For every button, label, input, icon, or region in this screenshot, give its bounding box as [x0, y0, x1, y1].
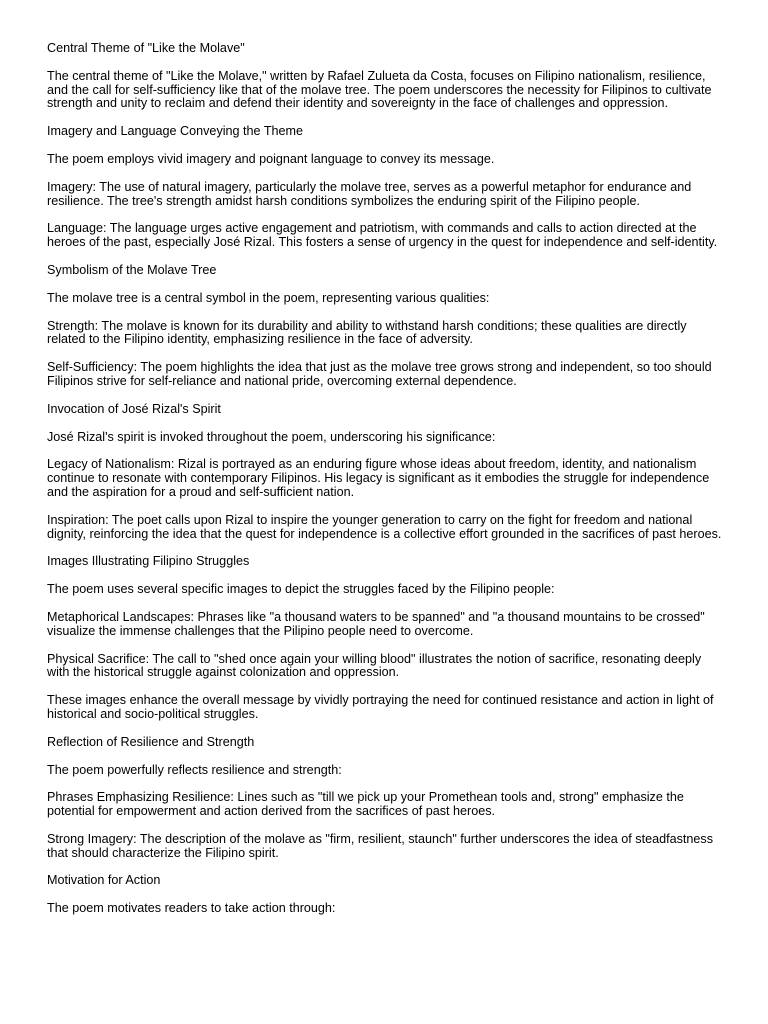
paragraph-language: Language: The language urges active engagement and patriotism, with commands and calls to action directed at the heroes of the past, especially José Rizal. This fosters a sense of urgency in the quest for independence and self-identity. [47, 221, 718, 250]
document-page [47, 42, 727, 930]
paragraph-inspiration: Inspiration: The poet calls upon Rizal to inspire the younger generation to carry on the fight for freedom and national dignity, reinforcing the idea that the quest for independence is a collective effort grounded in the sacrifices of past heroes. [47, 512, 722, 541]
heading-central-theme: Central Theme of "Like the Molave" [47, 41, 245, 55]
heading-motivation: Motivation for Action [47, 873, 161, 888]
paragraph-symbolism-intro: The molave tree is a central symbol in the poem, representing various qualities: [47, 290, 490, 305]
paragraph-rizal-intro: José Rizal's spirit is invoked throughout the poem, underscoring his significance: [47, 429, 496, 444]
paragraph-legacy: Legacy of Nationalism: Rizal is portrayed as an enduring figure whose ideas about freedom, identity, and nationalism continue to resonate with contemporary Filipinos. His legacy is significant as it embodies the struggle for independence and the aspiration for a proud and self-sufficient nation. [47, 457, 710, 499]
paragraph-motivation-intro: The poem motivates readers to take action through: [47, 901, 336, 916]
paragraph-imagery-intro: The poem employs vivid imagery and poignant language to convey its message. [47, 151, 495, 166]
heading-symbolism: Symbolism of the Molave Tree [47, 262, 217, 277]
heading-imagery-language: Imagery and Language Conveying the Theme [47, 124, 304, 139]
paragraph-sacrifice: Physical Sacrifice: The call to "shed once again your willing blood" illustrates the notion of sacrifice, resonating deeply with the historical struggle against colonization and oppression. [47, 651, 702, 680]
paragraph-resilience-intro: The poem powerfully reflects resilience and strength: [47, 762, 342, 777]
paragraph-central-theme: The central theme of "Like the Molave," written by Rafael Zulueta da Costa, focuses on Filipino nationalism, resilience, and the call for self-sufficiency like that of the molave tree. The poem underscores the necessity for Filipinos to cultivate strength and unity to reclaim and defend their identity and sovereignty in the face of challenges and oppression. [47, 68, 712, 111]
paragraph-landscapes: Metaphorical Landscapes: Phrases like "a thousand waters to be spanned" and "a thousand mountains to be crossed" visualize the immense challenges that the Pilipino people need to overcome. [47, 609, 705, 638]
heading-resilience: Reflection of Resilience and Strength [47, 734, 255, 749]
paragraph-strong-imagery: Strong Imagery: The description of the molave as "firm, resilient, staunch" further underscores the idea of steadfastness that should characterize the Filipino spirit. [47, 831, 714, 860]
paragraph-phrases-resilience: Phrases Emphasizing Resilience: Lines such as "till we pick up your Promethean tools and, strong" emphasize the potential for empowerment and action derived from the sacrifices of past heroes. [47, 790, 684, 819]
heading-struggles: Images Illustrating Filipino Struggles [47, 554, 250, 569]
paragraph-struggles-intro: The poem uses several specific images to depict the struggles faced by the Filipino people: [47, 582, 555, 597]
paragraph-images-enhance: These images enhance the overall message by vividly portraying the need for continued resistance and action in light of historical and socio-political struggles. [47, 693, 714, 721]
paragraph-self-sufficiency: Self-Sufficiency: The poem highlights the idea that just as the molave tree grows strong and independent, so too should Filipinos strive for self-reliance and national pride, overcoming external dependence. [47, 360, 712, 388]
paragraph-imagery: Imagery: The use of natural imagery, particularly the molave tree, serves as a powerful metaphor for endurance and resilience. The tree's strength amidst harsh conditions symbolizes the enduring spirit of the Filipino people. [47, 179, 692, 208]
paragraph-strength: Strength: The molave is known for its durability and ability to withstand harsh conditions; these qualities are directly related to the Filipino identity, emphasizing resilience in the face of adversity. [47, 318, 687, 347]
heading-rizal-spirit: Invocation of José Rizal's Spirit [47, 401, 221, 416]
